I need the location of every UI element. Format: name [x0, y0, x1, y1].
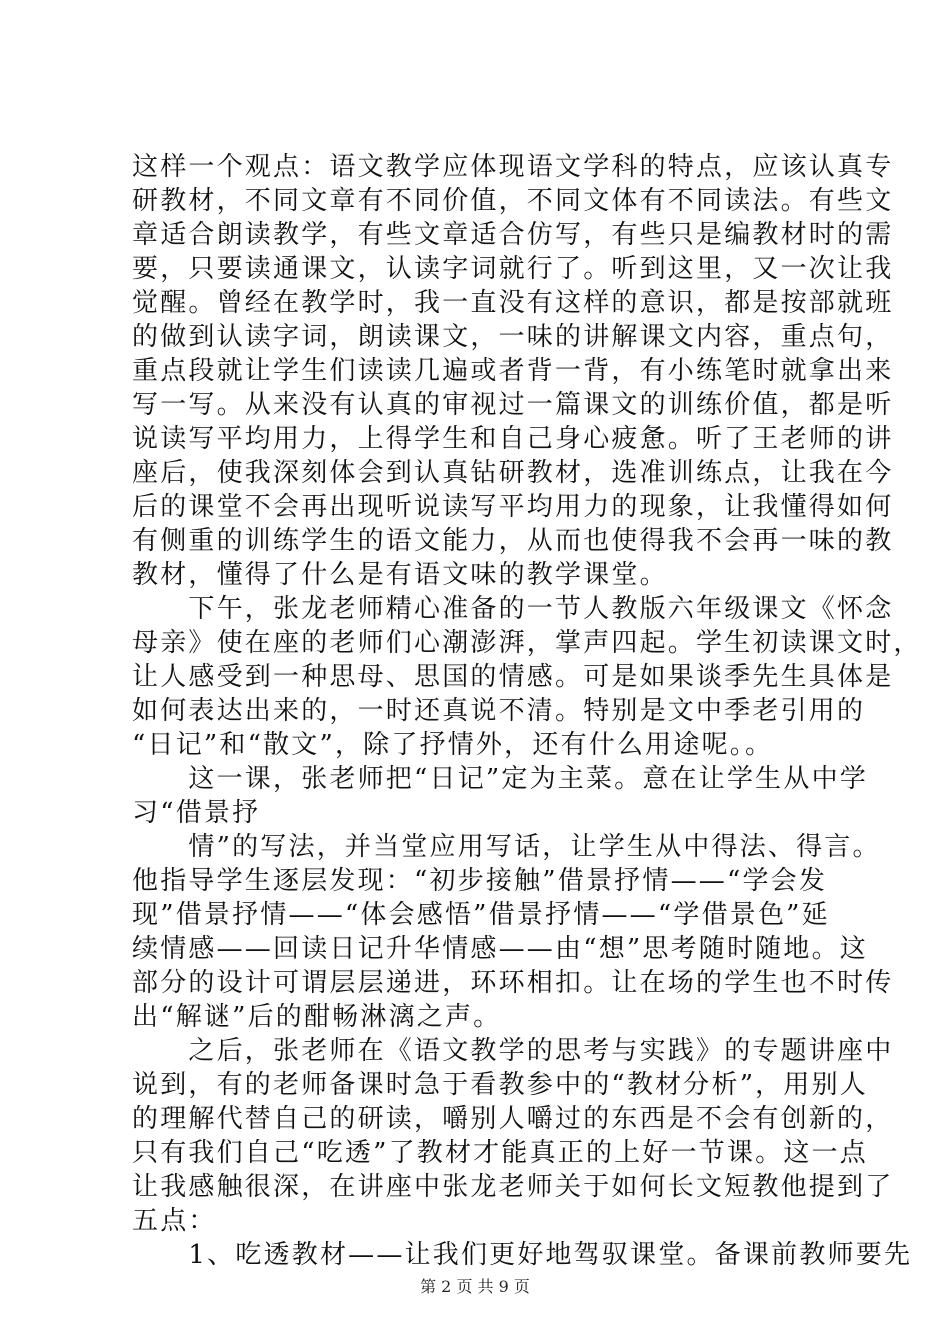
text-line: 母亲》使在座的老师们心潮澎湃，掌声四起。学生初读课文时， — [132, 628, 922, 658]
text-line: 这样一个观点：语文教学应体现语文学科的特点，应该认真专 — [132, 152, 894, 182]
text-line: 的理解代替自己的研读，嚼别人嚼过的东西是不会有创新的， — [132, 1104, 894, 1134]
text-line: 如何表达出来的，一时还真说不清。特别是文中季老引用的 — [132, 696, 866, 726]
text-line: 让我感触很深，在讲座中张龙老师关于如何长文短教他提到了 — [132, 1172, 894, 1202]
text-line: 座后，使我深刻体会到认真钻研教材，选准训练点，让我在今 — [132, 458, 894, 488]
text-line: 部分的设计可谓层层递进，环环相扣。让在场的学生也不时传 — [132, 968, 894, 998]
text-line: 只有我们自己“吃透”了教材才能真正的上好一节课。这一点 — [132, 1138, 868, 1168]
text-line: 五点： — [132, 1206, 217, 1236]
text-line: 说读写平均用力，上得学生和自己身心疲惫。听了王老师的讲 — [132, 424, 894, 454]
text-line: 的做到认读字词，朗读课文，一味的讲解课文内容，重点句， — [132, 322, 894, 352]
text-line: 章适合朗读教学，有些文章适合仿写，有些只是编教材时的需 — [132, 220, 894, 250]
text-line: 重点段就让学生们读读几遍或者背一背，有小练笔时就拿出来 — [132, 356, 894, 386]
text-line: 有侧重的训练学生的语文能力，从而也使得我不会再一味的教 — [132, 526, 894, 556]
text-line: 觉醒。曾经在教学时，我一直没有这样的意识，都是按部就班 — [132, 288, 894, 318]
text-line: “日记”和“散文”，除了抒情外，还有什么用途呢。。 — [132, 730, 774, 760]
text-line: 写一写。从来没有认真的审视过一篇课文的训练价值，都是听 — [132, 390, 894, 420]
text-line: 之后，张老师在《语文教学的思考与实践》的专题讲座中 — [132, 1036, 894, 1066]
text-line: 要，只要读通课文，认读字词就行了。听到这里，又一次让我 — [132, 254, 894, 284]
text-line: 下午，张龙老师精心准备的一节人教版六年级课文《怀念 — [132, 594, 894, 624]
text-line: 现”借景抒情——“体会感悟”借景抒情——“学借景色”延 — [132, 900, 830, 930]
text-line: 教材，懂得了什么是有语文味的教学课堂。 — [132, 560, 668, 590]
text-line: 后的课堂不会再出现听说读写平均用力的现象，让我懂得如何 — [132, 492, 894, 522]
text-line: 1、吃透教材——让我们更好地驾驭课堂。备课前教师要先 — [132, 1240, 913, 1270]
text-line: 这一课，张老师把“日记”定为主菜。意在让学生从中学 — [132, 764, 868, 794]
text-line: 习“借景抒 — [132, 798, 261, 828]
text-line: 续情感——回读日记升华情感——由“想”思考随时随地。这 — [132, 934, 868, 964]
text-line: 出“解谜”后的酣畅淋漓之声。 — [132, 1002, 502, 1032]
page-number-footer: 第 2 页 共 9 页 — [420, 1277, 530, 1296]
text-line: 他指导学生逐层发现：“初步接触”借景抒情——“学会发 — [132, 866, 828, 896]
text-line: 说到，有的老师备课时急于看教参中的“教材分析”，用别人 — [132, 1070, 868, 1100]
text-line: 研教材，不同文章有不同价值，不同文体有不同读法。有些文 — [132, 186, 894, 216]
text-line: 让人感受到一种思母、思国的情感。可是如果谈季先生具体是 — [132, 662, 894, 692]
text-line: 情”的写法，并当堂应用写话，让学生从中得法、得言。 — [132, 832, 881, 862]
